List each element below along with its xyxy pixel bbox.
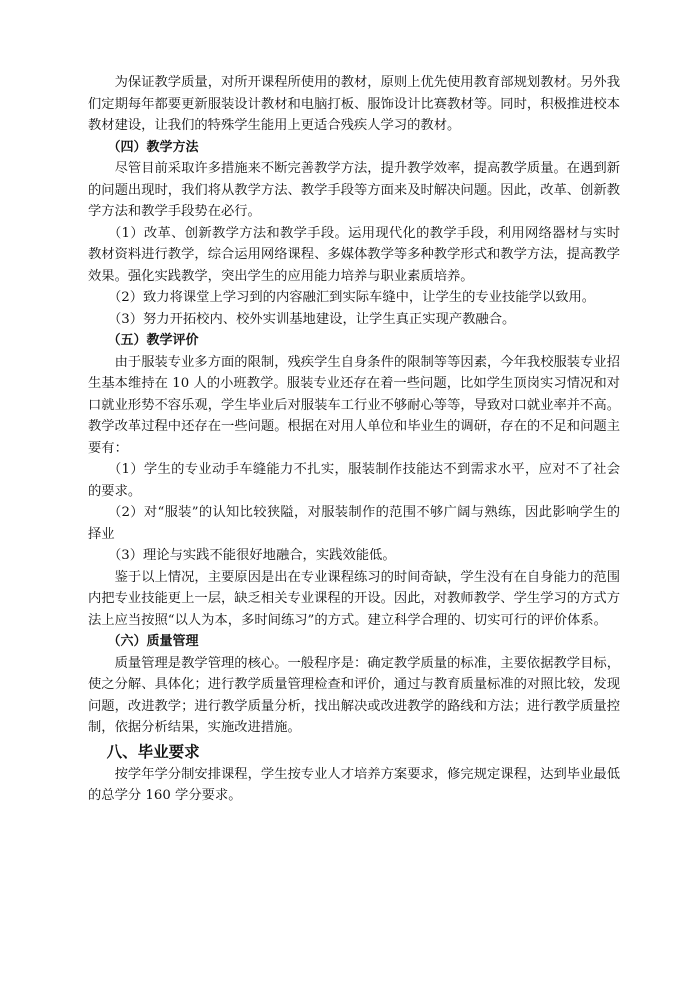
paragraph-evaluation-intro: 由于服装专业多方面的限制，残疾学生自身条件的限制等等因素，今年我校服装专业招生基本维持在 10 人的小班教学。服装专业还存在着一些问题，比如学生顶岗实习情况和对口就业形势不容乐观，学生毕业后对服装车工行业不够耐心等等，导致对口就业率并不高。教学改革过程中还存在一些问题。根据在对用人单位和毕业生的调研，存在的不足和问题主要有： — [88, 354, 620, 456]
teaching-methods-item-2: （2）致力将课堂上学习到的内容融汇到实际车缝中，让学生的专业技能学以致用。 — [107, 290, 596, 305]
section-heading-teaching-methods: （四）教学方法 — [107, 139, 199, 155]
paragraph-graduation-requirements: 按学年学分制安排课程，学生按专业人才培养方案要求，修完规定课程，达到毕业最低的总学分 160 学分要求。 — [88, 766, 620, 803]
evaluation-problem-item-2: （2）对“服装”的认知比较狭隘，对服装制作的范围不够广阔与熟练，因此影响学生的择业 — [88, 505, 620, 542]
paragraph-quality-management: 质量管理是教学管理的核心。一般程序是：确定教学质量的标准，主要依据教学目标，使之分解、具体化；进行教学质量管理检查和评价，通过与教育质量标准的对照比较，发现问题，改进教学；进行教学质量分析，找出解决或改进教学的路线和方法；进行教学质量控制，依据分析结果，实施改进措施。 — [88, 655, 620, 735]
paragraph-evaluation-conclusion: 鉴于以上情况，主要原因是出在专业课程练习的时间奇缺，学生没有在自身能力的范围内把专业技能更上一层，缺乏相关专业课程的开设。因此，对教师教学、学生学习的方式方法上应当按照“以人为本，多时间练习”的方式。建立科学合理的、切实可行的评价体系。 — [88, 569, 620, 628]
document-body — [88, 72, 620, 807]
teaching-methods-item-3: （3）努力开拓校内、校外实训基地建设，让学生真正实现产教融合。 — [107, 311, 516, 327]
paragraph-teaching-methods-intro: 尽管目前采取许多措施来不断完善教学方法，提升教学效率，提高教学质量。在遇到新的问题出现时，我们将从教学方法、教学手段等方面来及时解决问题。因此，改革、创新教学方法和教学手段势在必行。 — [88, 161, 620, 219]
section-heading-teaching-evaluation: （五）教学评价 — [107, 333, 199, 348]
evaluation-problem-item-3: （3）理论与实践不能很好地融合，实践效能低。 — [107, 548, 396, 563]
teaching-methods-item-1: （1）改革、创新教学方法和教学手段。运用现代化的教学手段，利用网络器材与实时教材资料进行教学，综合运用网络课程、多媒体教学等多种教学形式和教学方法，提高教学效果。强化实践教学，突出学生的应用能力培养与职业素质培养。 — [88, 225, 620, 284]
chapter-heading-graduation-requirements: 八、毕业要求 — [106, 742, 200, 761]
section-heading-quality-management: （六）质量管理 — [107, 634, 199, 649]
paragraph-teaching-materials: 为保证教学质量，对所开课程所使用的教材，原则上优先使用教育部规划教材。另外我们定期每年都要更新服装设计教材和电脑打板、服饰设计比赛教材等。同时，积极推进校本教材建设，让我们的特殊学生能用上更适合残疾人学习的教材。 — [88, 75, 620, 133]
evaluation-problem-item-1: （1）学生的专业动手车缝能力不扎实，服装制作技能达不到需求水平，应对不了社会的要求。 — [88, 462, 620, 499]
